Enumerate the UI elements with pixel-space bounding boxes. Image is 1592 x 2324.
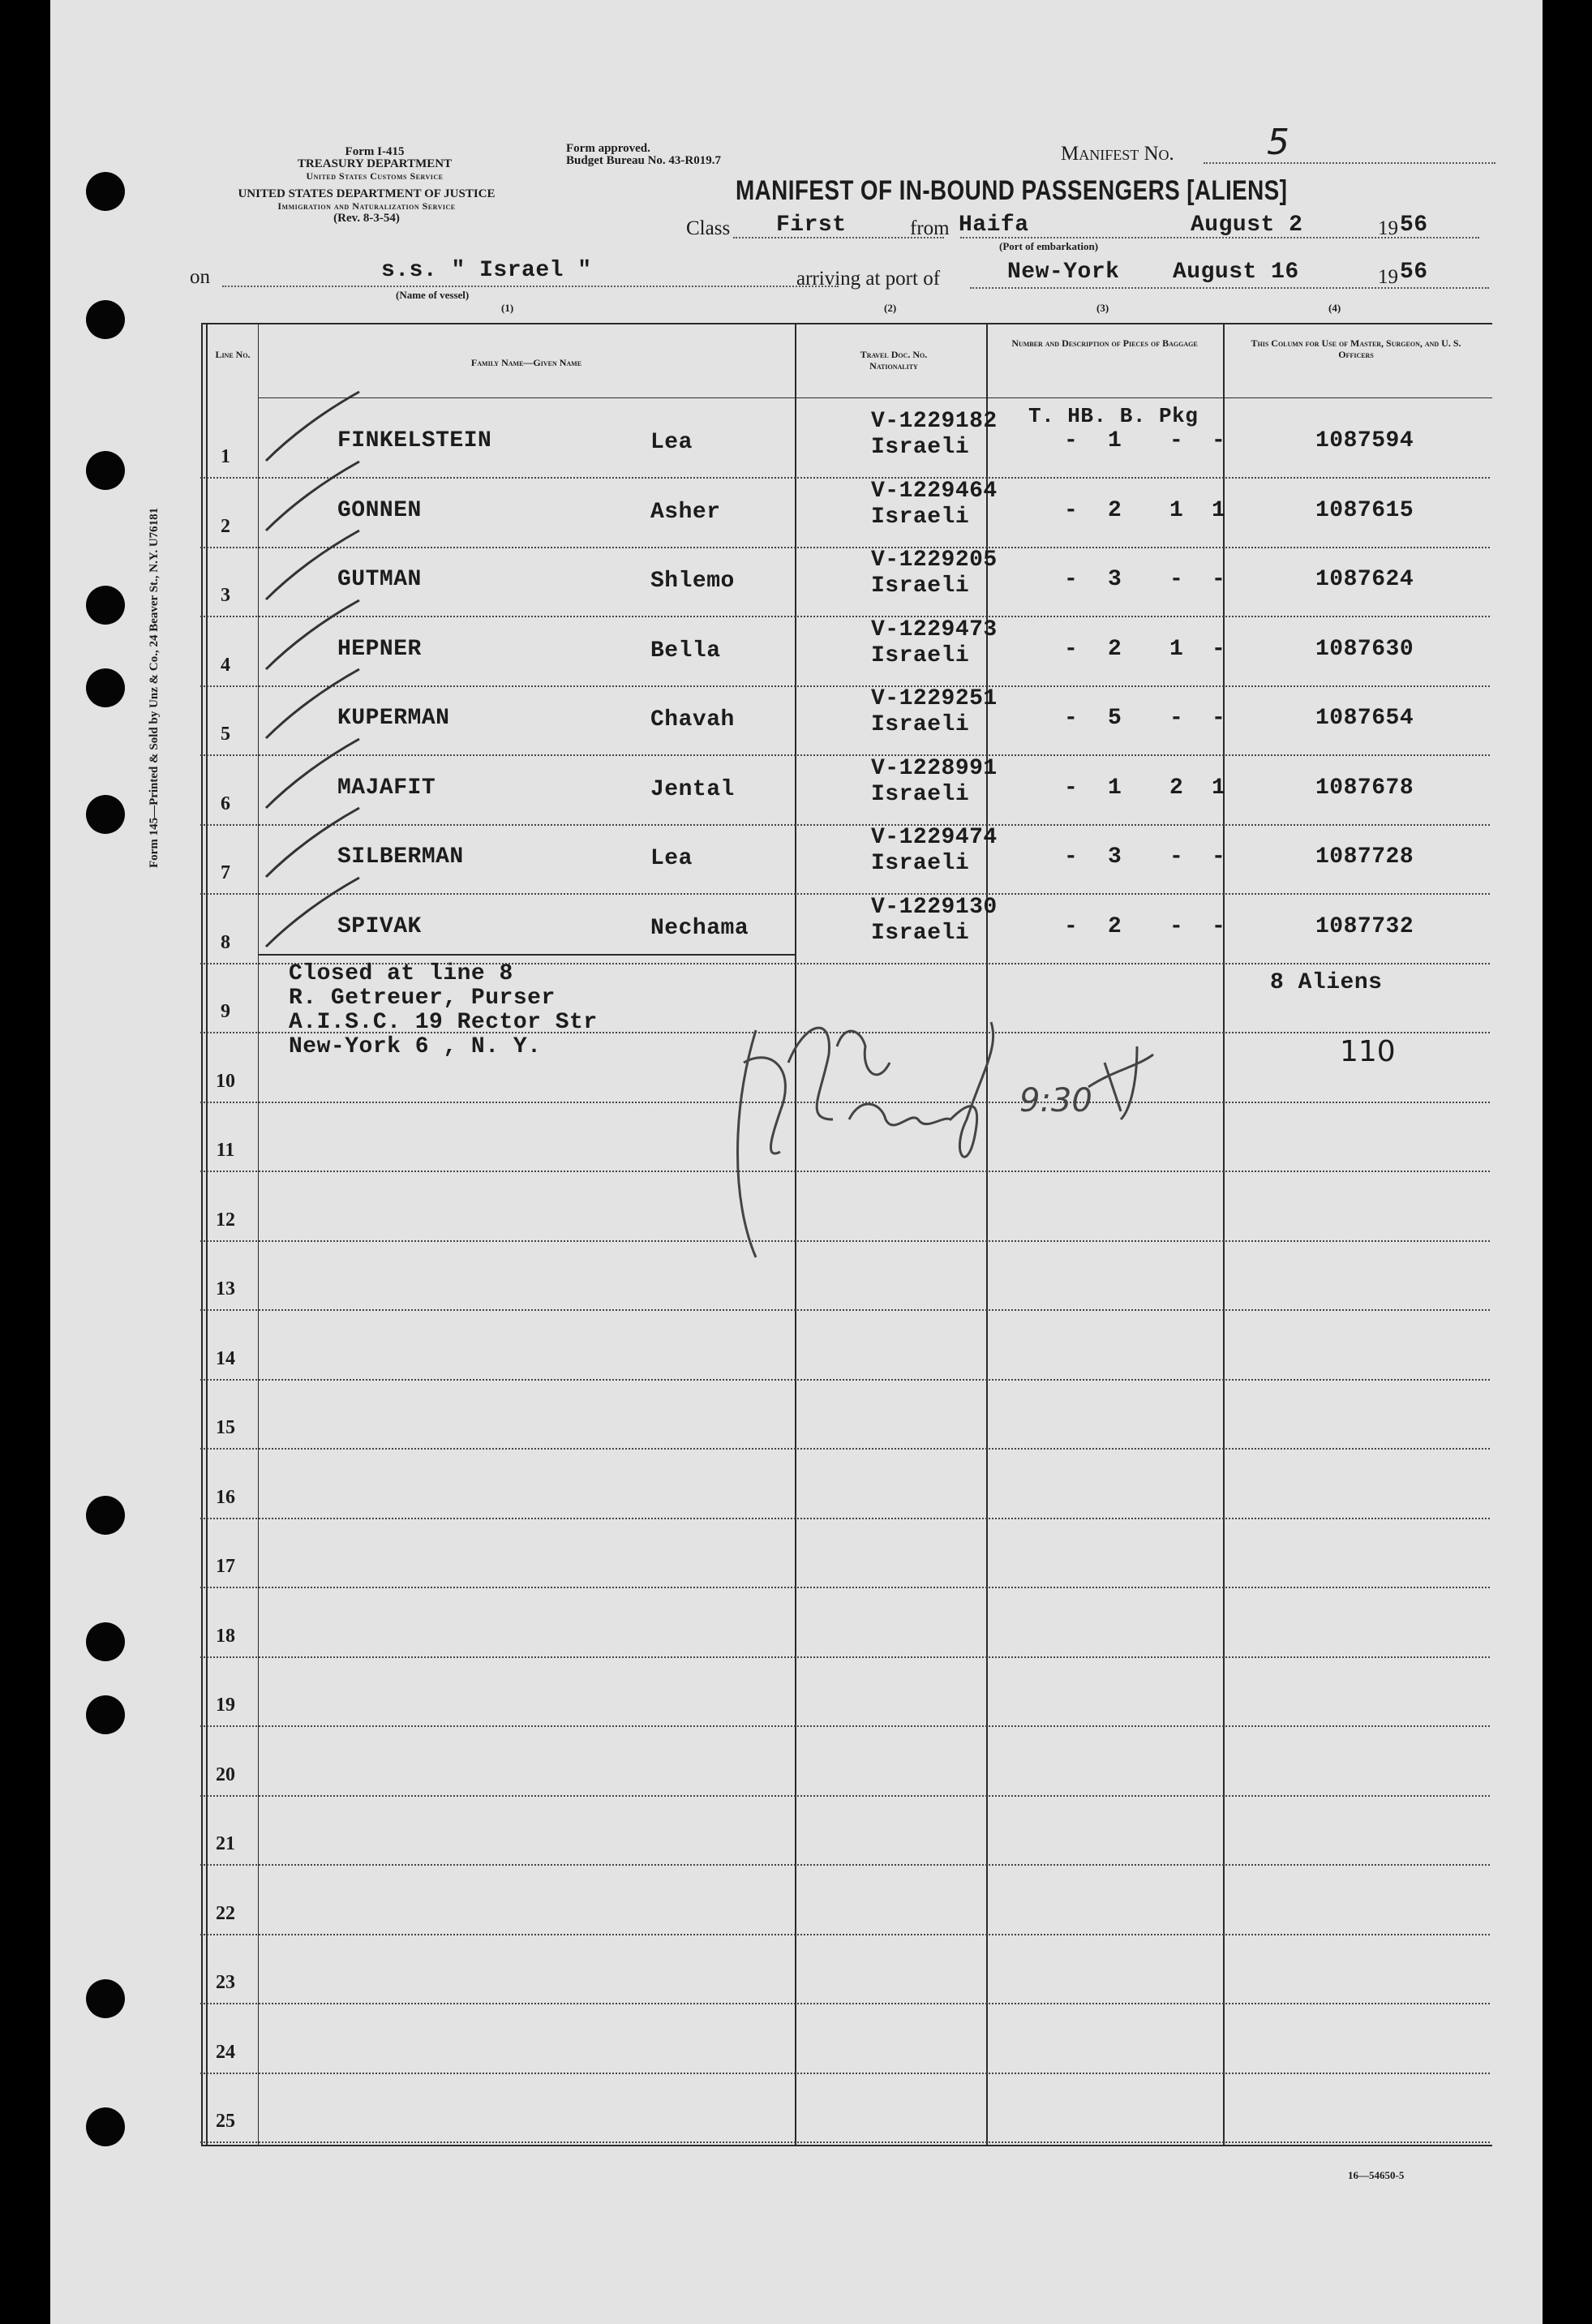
baggage-hb: 3	[1108, 844, 1122, 870]
line-number: 23	[216, 1972, 235, 1993]
rev-label: (Rev. 8-3-54)	[333, 212, 400, 225]
line-number: 10	[216, 1070, 235, 1092]
line-number: 3	[221, 585, 230, 606]
arrival-port: New-York	[1007, 260, 1120, 285]
baggage-t: -	[1064, 636, 1079, 662]
baggage-b: -	[1169, 844, 1184, 870]
line-number: 13	[216, 1278, 235, 1299]
given-name: Chavah	[650, 707, 735, 732]
footer-code: 16—54650-5	[1348, 2169, 1405, 2181]
baggage-b: -	[1169, 428, 1184, 453]
line-number: 1	[221, 446, 230, 467]
family-name: KUPERMAN	[337, 706, 450, 731]
baggage-b: -	[1169, 567, 1184, 592]
passenger-number: 1087594	[1315, 428, 1414, 453]
nationality: Israeli	[871, 712, 970, 737]
line-number: 19	[216, 1695, 235, 1716]
nationality: Israeli	[871, 435, 970, 460]
binder-hole	[86, 1622, 125, 1661]
binder-hole	[86, 668, 125, 707]
given-name: Shlemo	[650, 569, 735, 594]
class-label: Class	[686, 217, 731, 239]
binder-hole	[86, 1979, 125, 2018]
baggage-t: -	[1064, 428, 1079, 453]
baggage-pkg: 1	[1212, 497, 1226, 523]
arrival-year: 56	[1400, 260, 1428, 285]
nationality: Israeli	[871, 573, 970, 599]
baggage-hb: 2	[1108, 636, 1122, 662]
row-separator	[200, 1518, 1490, 1519]
line-number: 16	[216, 1486, 235, 1508]
baggage-b: 1	[1169, 497, 1184, 523]
line-number: 5	[221, 724, 230, 745]
binder-hole	[86, 2107, 125, 2146]
row-separator	[200, 1379, 1490, 1381]
on-label: on	[190, 266, 210, 288]
binder-hole	[86, 1496, 125, 1535]
line-number: 18	[216, 1625, 235, 1647]
line-number: 2	[221, 515, 230, 537]
baggage-pkg: -	[1212, 844, 1226, 870]
row-separator	[200, 477, 1490, 479]
passenger-number: 1087630	[1315, 636, 1414, 662]
page-title: MANIFEST OF IN-BOUND PASSENGERS [ALIENS]	[736, 175, 1288, 206]
baggage-pkg: -	[1212, 706, 1226, 731]
baggage-t: -	[1064, 567, 1079, 592]
passenger-number: 1087615	[1315, 497, 1414, 523]
row-separator	[200, 1656, 1490, 1658]
travel-doc-no: V-1229205	[871, 548, 998, 573]
arrival-date: August 16	[1173, 260, 1299, 285]
baggage-pkg: -	[1212, 636, 1226, 662]
binder-hole	[86, 586, 125, 625]
baggage-t: -	[1064, 913, 1079, 939]
row-separator	[200, 1725, 1490, 1727]
col-num-4: (4)	[1328, 302, 1341, 314]
ins-label: Immigration and Naturalization Service	[277, 200, 456, 212]
line-number: 9	[221, 1001, 230, 1022]
baggage-pkg: -	[1212, 913, 1226, 939]
manifest-no-label: Manifest No.	[1061, 143, 1174, 165]
arrival-year-prefix: 19	[1378, 266, 1398, 288]
nationality: Israeli	[871, 920, 970, 946]
baggage-t: -	[1064, 844, 1079, 870]
family-name: GUTMAN	[337, 567, 422, 592]
baggage-t: -	[1064, 706, 1079, 731]
row-separator	[200, 1587, 1490, 1588]
travel-doc-no: V-1228991	[871, 755, 998, 781]
travel-doc-no: V-1229130	[871, 894, 998, 920]
manifest-number: 5	[1267, 122, 1289, 163]
row-separator	[200, 1864, 1490, 1866]
given-name: Jental	[650, 776, 735, 802]
baggage-b: 2	[1169, 775, 1184, 801]
baggage-hb: 1	[1108, 428, 1122, 453]
binder-hole	[86, 300, 125, 339]
form-number: Form I-415	[345, 145, 405, 158]
inspector-signature	[699, 998, 1186, 1290]
justice-block	[188, 188, 545, 225]
baggage-pkg: -	[1212, 428, 1226, 453]
baggage-pkg: 1	[1212, 775, 1226, 801]
passenger-number: 1087624	[1315, 567, 1414, 592]
passenger-number: 1087732	[1315, 913, 1414, 939]
embark-note: (Port of embarkation)	[999, 240, 1099, 252]
vessel-name: s.s. " Israel "	[381, 258, 592, 283]
given-name: Lea	[650, 430, 693, 455]
family-name: SPIVAK	[337, 913, 422, 939]
row-separator	[200, 685, 1490, 687]
travel-doc-no: V-1229182	[871, 409, 998, 434]
line-number: 8	[221, 931, 230, 953]
row-separator	[200, 754, 1490, 756]
treasury-label: TREASURY DEPARTMENT	[297, 157, 453, 170]
passenger-number: 1087678	[1315, 775, 1414, 801]
col-num-1: (1)	[501, 302, 514, 314]
aliens-count: 8 Aliens	[1270, 970, 1383, 995]
binder-hole	[86, 1695, 125, 1734]
closing-block	[289, 962, 598, 1059]
travel-doc-no: V-1229251	[871, 686, 998, 711]
row-separator	[200, 1448, 1490, 1450]
closing-line-1: Closed at line 8	[289, 961, 513, 986]
line-number: 17	[216, 1556, 235, 1577]
row-separator	[200, 824, 1490, 826]
manifest-page	[50, 0, 1543, 2324]
form-id-block	[285, 146, 464, 183]
line-number: 6	[221, 793, 230, 814]
row-separator	[200, 1309, 1490, 1311]
baggage-hb: 1	[1108, 775, 1122, 801]
given-name: Bella	[650, 638, 721, 664]
baggage-pkg: -	[1212, 567, 1226, 592]
baggage-b: -	[1169, 706, 1184, 731]
col-header-line: Line No.	[215, 349, 251, 360]
row-separator	[200, 2073, 1490, 2074]
arriving-label: arriving at port of	[796, 268, 941, 290]
baggage-t: -	[1064, 497, 1079, 523]
baggage-t: -	[1064, 775, 1079, 801]
family-name: HEPNER	[337, 636, 422, 662]
line-number: 20	[216, 1763, 235, 1785]
line-number: 4	[221, 654, 230, 676]
col-header-baggage: Number and Description of Pieces of Baggage	[1011, 337, 1198, 349]
line-number: 14	[216, 1347, 235, 1369]
baggage-b: 1	[1169, 636, 1184, 662]
closing-line-3: A.I.S.C. 19 Rector Str	[289, 1010, 598, 1035]
travel-doc-no: V-1229474	[871, 825, 998, 850]
col-num-3: (3)	[1096, 302, 1109, 314]
approval-block	[566, 143, 721, 167]
binder-hole	[86, 795, 125, 834]
row-separator	[200, 2003, 1490, 2004]
col-header-doc: Travel Doc. No. Nationality	[860, 349, 928, 372]
from-label: from	[910, 217, 950, 239]
nationality: Israeli	[871, 642, 970, 668]
baggage-hb: 3	[1108, 567, 1122, 592]
closing-line-4: New-York 6 , N. Y.	[289, 1034, 542, 1059]
total-count: 110	[1340, 1035, 1396, 1068]
printer-imprint: Form 145—Printed & Sold by Unz & Co., 24 Beaver St., N.Y. U76181	[148, 507, 161, 868]
line-number: 21	[216, 1833, 235, 1854]
vessel-note: (Name of vessel)	[396, 289, 470, 301]
row-separator	[200, 1795, 1490, 1797]
family-name: GONNEN	[337, 497, 422, 523]
baggage-hb: 2	[1108, 913, 1122, 939]
col-num-2: (2)	[884, 302, 897, 314]
depart-year-prefix: 19	[1378, 217, 1398, 239]
family-name: SILBERMAN	[337, 844, 464, 870]
line-number: 11	[216, 1140, 235, 1161]
justice-label: UNITED STATES DEPARTMENT OF JUSTICE	[238, 187, 496, 200]
time-annotation: 9:30	[1019, 1082, 1092, 1119]
row-separator	[200, 2141, 1490, 2143]
depart-year: 56	[1400, 213, 1428, 238]
row-separator	[200, 893, 1490, 895]
nationality: Israeli	[871, 504, 970, 530]
closing-line-2: R. Getreuer, Purser	[289, 986, 556, 1011]
line-number: 22	[216, 1902, 235, 1924]
line-number: 7	[221, 862, 230, 883]
binder-hole	[86, 172, 125, 211]
line-number: 12	[216, 1209, 235, 1231]
given-name: Lea	[650, 846, 693, 871]
row-separator	[200, 547, 1490, 548]
baggage-hb: 5	[1108, 706, 1122, 731]
depart-date: August 2	[1191, 213, 1303, 238]
approved-label: Form approved.	[566, 142, 650, 155]
nationality: Israeli	[871, 851, 970, 876]
budget-label: Budget Bureau No. 43-R019.7	[566, 154, 721, 167]
travel-doc-no: V-1229464	[871, 478, 998, 504]
check-mark	[258, 874, 363, 955]
row-separator	[200, 1934, 1490, 1935]
travel-doc-no: V-1229473	[871, 616, 998, 642]
col-header-name: Family Name—Given Name	[470, 357, 582, 368]
passenger-number: 1087654	[1315, 706, 1414, 731]
line-number: 25	[216, 2111, 235, 2132]
baggage-subheader: T. HB. B. Pkg	[1028, 404, 1199, 428]
family-name: FINKELSTEIN	[337, 428, 492, 453]
passenger-number: 1087728	[1315, 844, 1414, 870]
nationality: Israeli	[871, 781, 970, 807]
line-number: 15	[216, 1417, 235, 1438]
given-name: Nechama	[650, 915, 749, 941]
col-header-officers: This Column for Use of Master, Surgeon, and U. S. Officers	[1251, 337, 1461, 360]
from-value: Haifa	[959, 213, 1029, 238]
baggage-b: -	[1169, 913, 1184, 939]
class-value: First	[776, 213, 847, 238]
customs-label: United States Customs Service	[306, 170, 444, 182]
binder-hole	[86, 451, 125, 490]
family-name: MAJAFIT	[337, 775, 436, 801]
baggage-hb: 2	[1108, 497, 1122, 523]
line-number: 24	[216, 2041, 235, 2063]
given-name: Asher	[650, 499, 721, 525]
row-separator	[200, 616, 1490, 617]
